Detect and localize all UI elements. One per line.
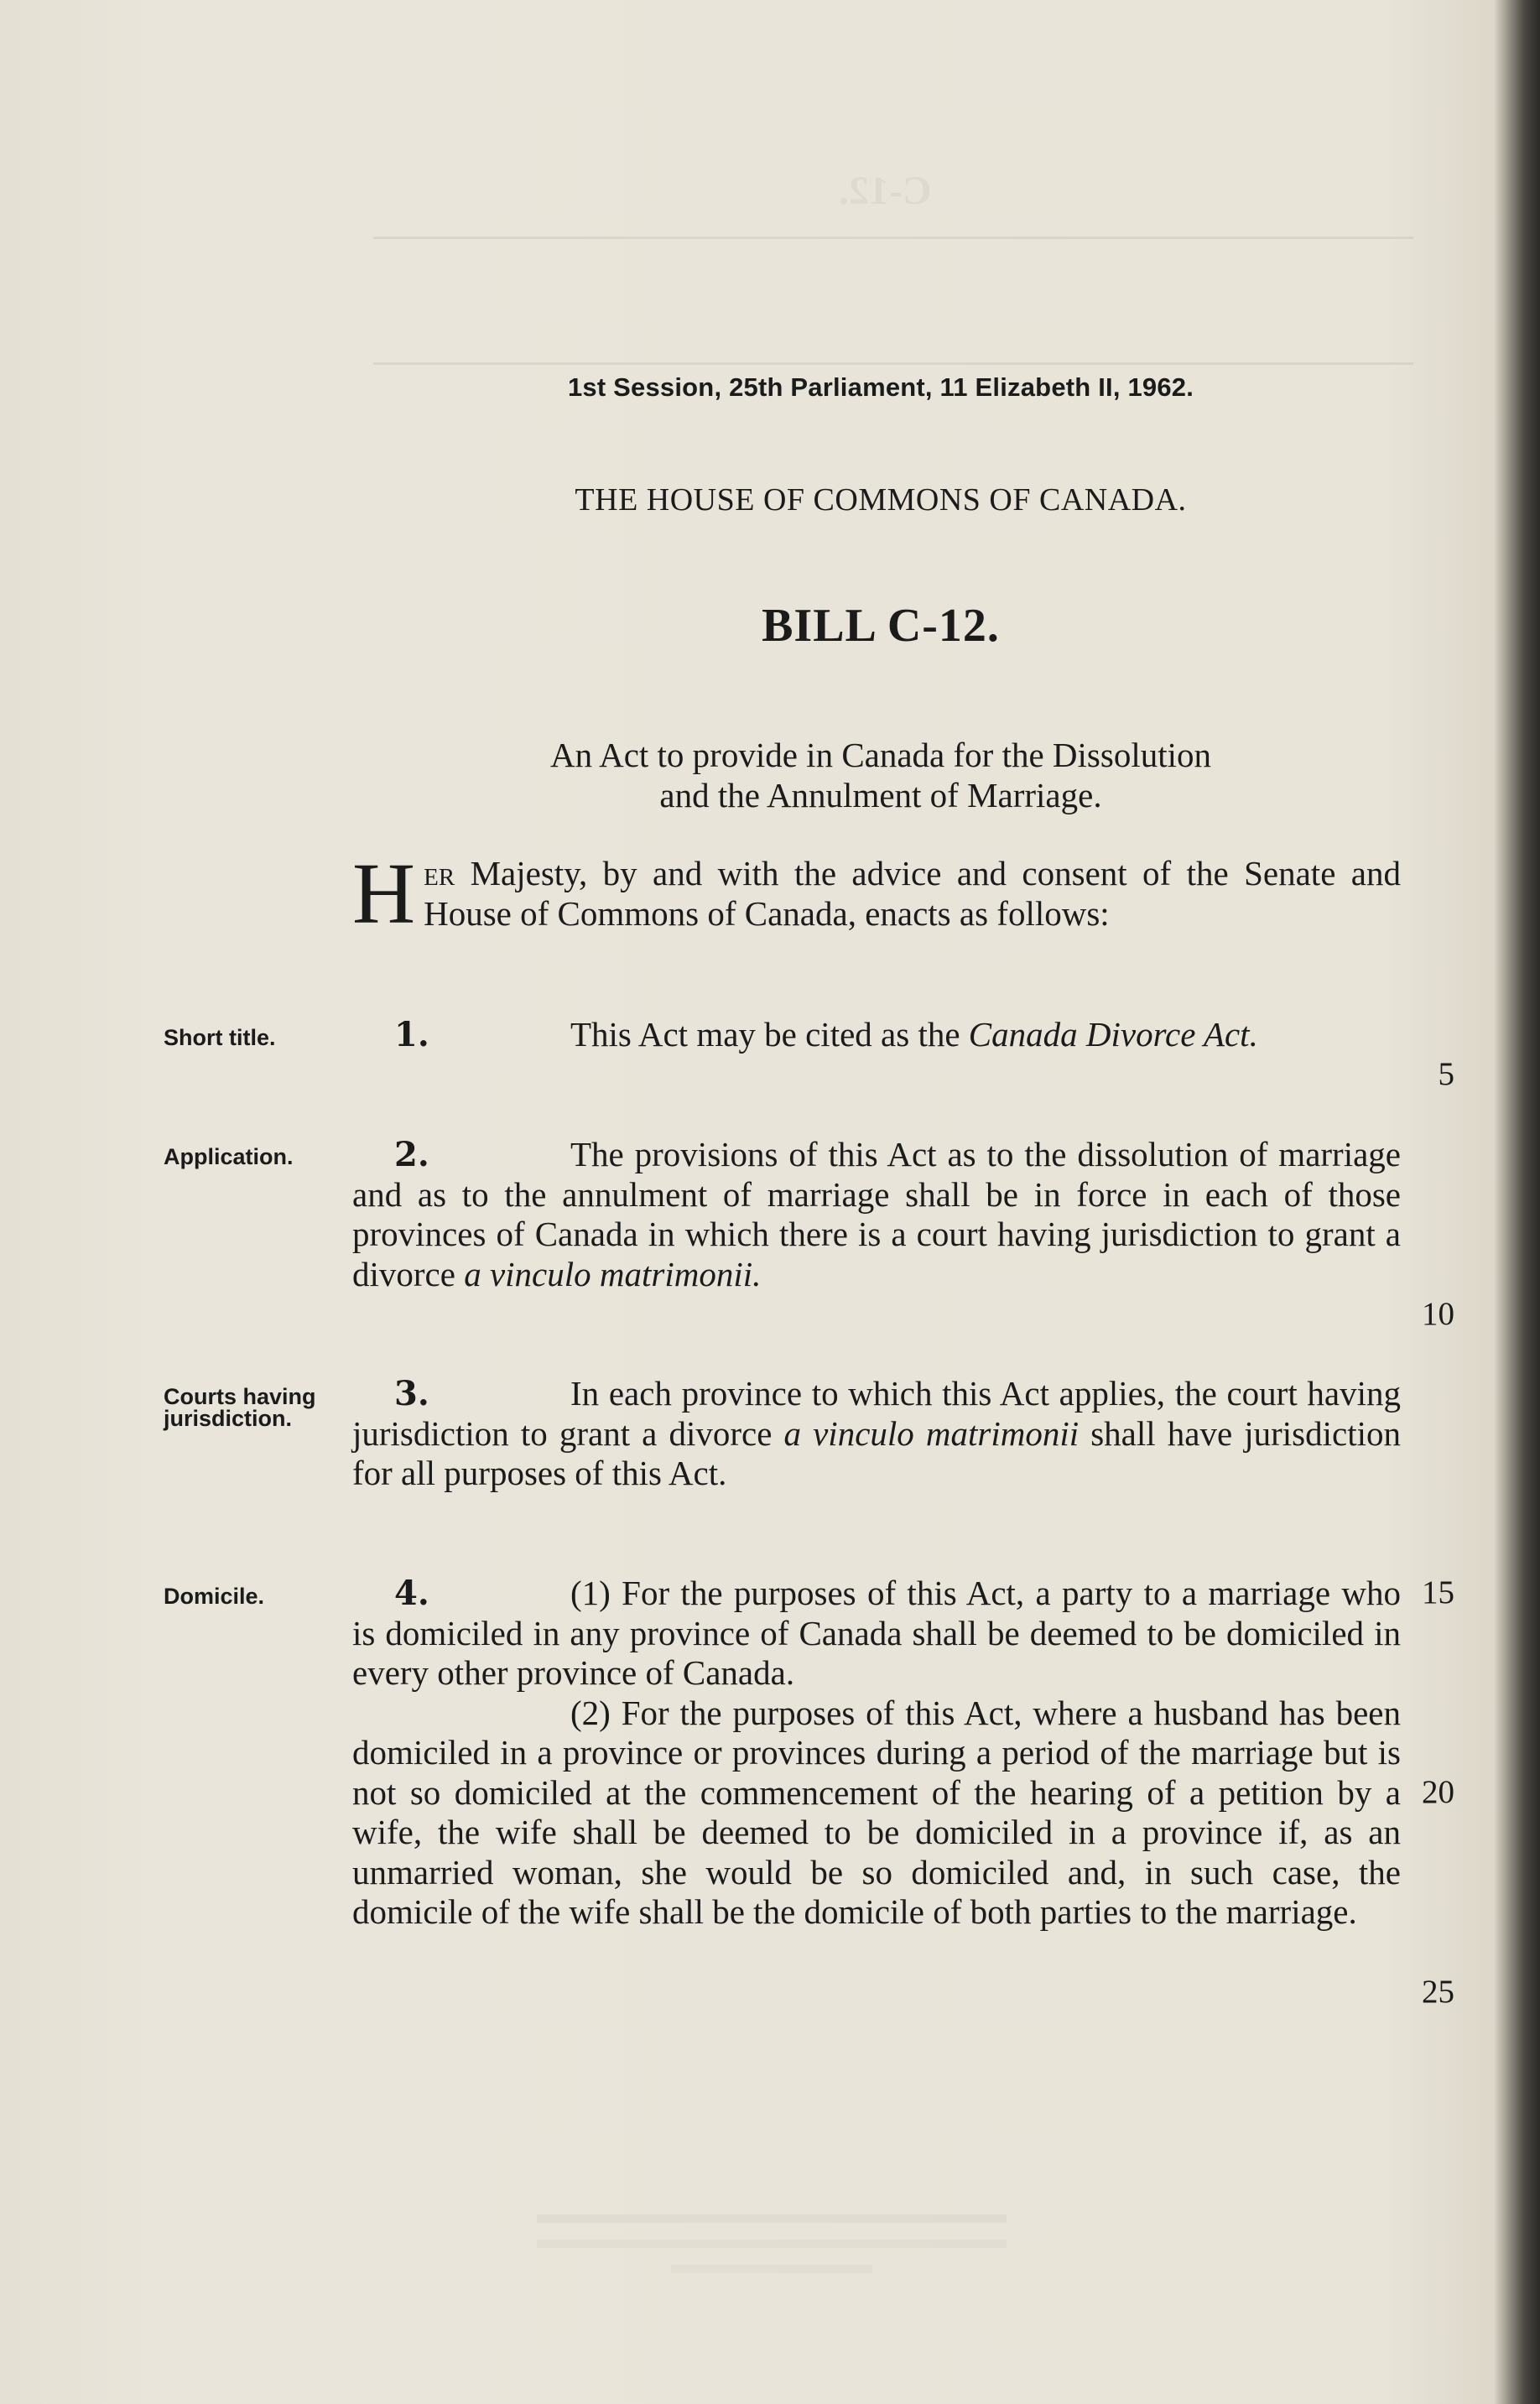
bleed-through-rule xyxy=(373,237,1413,239)
drop-cap: H xyxy=(352,846,416,942)
margin-note-line: Courts having xyxy=(164,1384,316,1409)
line-number: 5 xyxy=(1438,1056,1454,1092)
margin-note-courts xyxy=(164,1384,316,1431)
enactment-text: Majesty, by and with the advice and consent of the Senate and House of Commons of Canada, enacts as follows: xyxy=(424,854,1401,933)
margin-note-application: Application. xyxy=(164,1144,294,1169)
bleed-through-mark: C-12. xyxy=(839,169,932,213)
section-italic: Canada Divorce Act. xyxy=(968,1015,1258,1054)
house-title: THE HOUSE OF COMMONS OF CANADA. xyxy=(575,482,1187,518)
enacting-clause xyxy=(352,846,1401,942)
section-text: This Act may be cited as the xyxy=(570,1015,969,1054)
section-italic: a vinculo matrimonii. xyxy=(464,1254,762,1293)
bleed-through-imprint xyxy=(537,2214,1007,2223)
section-4 xyxy=(352,1574,1401,1933)
section-text: The provisions of this Act as to the dissolution of marriage and as to the annulment of marriage shall be in force in each of those provinces of Canada in which there is a court having jurisdiction to grant a divorce xyxy=(352,1135,1401,1293)
section-1 xyxy=(352,1015,1401,1055)
section-2 xyxy=(352,1135,1401,1294)
margin-note-line: jurisdiction. xyxy=(164,1406,293,1431)
section-number: 1. xyxy=(394,1015,429,1054)
section-number: 3. xyxy=(394,1374,429,1413)
bleed-through-imprint xyxy=(537,2240,1007,2248)
line-number: 25 xyxy=(1422,1974,1454,2010)
line-number: 15 xyxy=(1422,1574,1454,1610)
bleed-through-imprint xyxy=(671,2265,872,2273)
section-text-after: shall have jurisdiction for all purposes of this Act. xyxy=(352,1413,1401,1492)
subsection-1: (1) For the purposes of this Act, a party to a marriage who is domiciled in any province of Canada shall be deemed to be domiciled in every other province of Canada. xyxy=(352,1574,1401,1692)
section-number: 4. xyxy=(394,1574,429,1613)
margin-note-short-title: Short title. xyxy=(164,1025,276,1050)
act-title-line-2: and the Annulment of Marriage. xyxy=(659,776,1102,814)
margin-note-domicile: Domicile. xyxy=(164,1584,265,1609)
enactment-smallcaps: er xyxy=(424,854,455,892)
act-title xyxy=(0,735,1540,815)
session-line: 1st Session, 25th Parliament, 11 Elizabeth II, 1962. xyxy=(567,372,1194,402)
bill-number: BILL C-12. xyxy=(762,600,1000,652)
section-number: 2. xyxy=(394,1135,429,1174)
section-text: In each province to which this Act applies, the court having jurisdiction to grant a divorce xyxy=(352,1374,1401,1453)
section-3 xyxy=(352,1374,1401,1494)
section-italic: a vinculo matrimonii xyxy=(783,1413,1080,1453)
subsection-2: (2) For the purposes of this Act, where a husband has been domiciled in a province or provinces during a period of the marriage but is not so domiciled at the commencement of the hearing of a petition by a wife, the wife shall be deemed to be domiciled in a province if, as an unmarried woman, she would be so domiciled and, in such case, the domicile of the wife shall be the domicile of both parties to the marriage. xyxy=(352,1693,1401,1931)
line-number: 10 xyxy=(1422,1296,1454,1332)
line-number: 20 xyxy=(1422,1774,1454,1810)
act-title-line-1: An Act to provide in Canada for the Dissolution xyxy=(550,736,1211,774)
bleed-through-rule xyxy=(373,362,1413,365)
